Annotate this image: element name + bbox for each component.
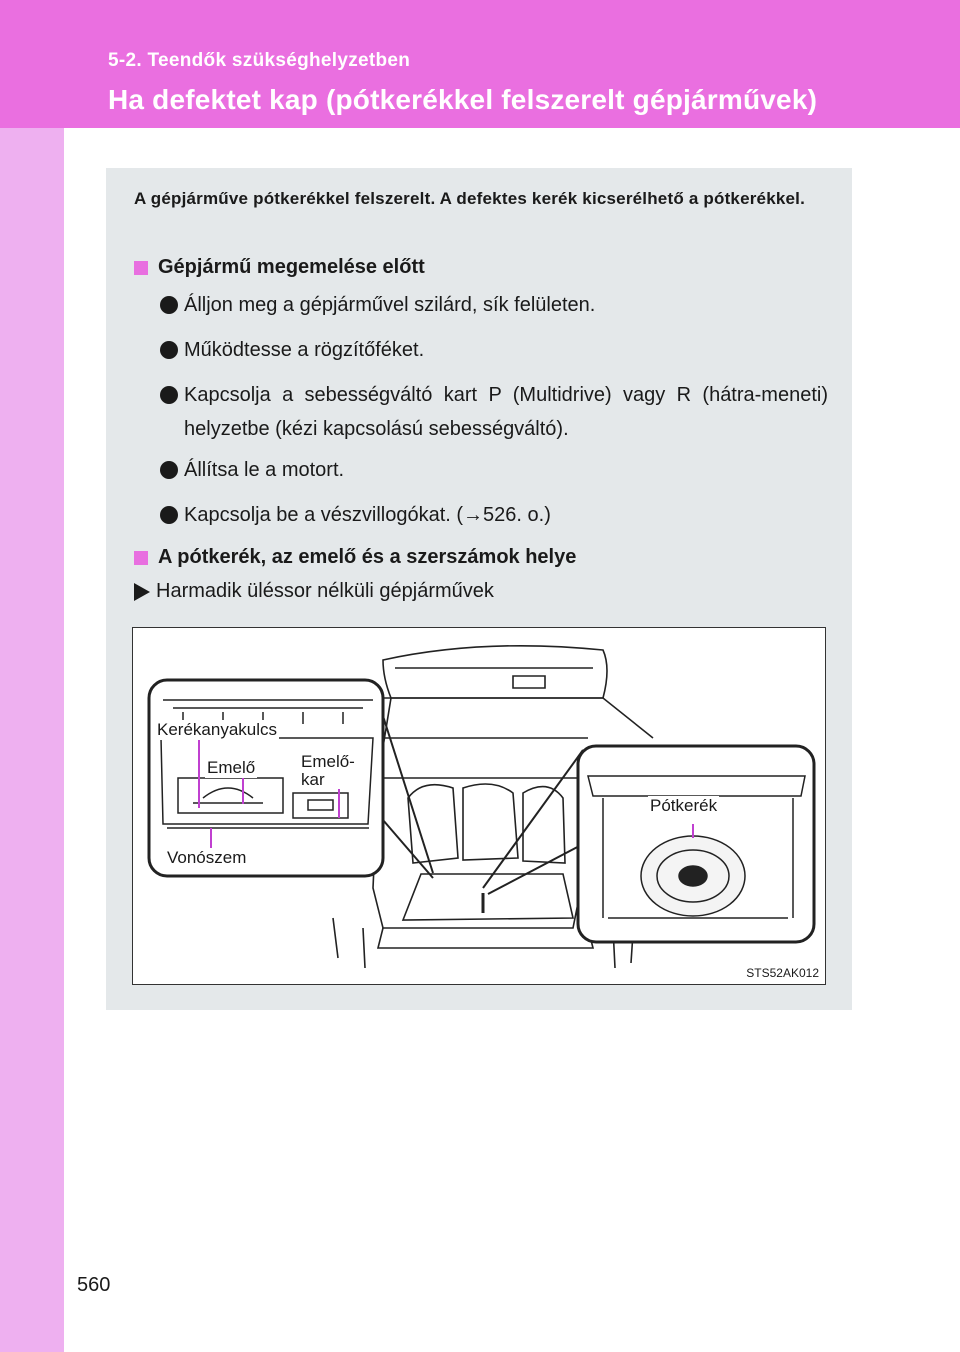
page-number: 560 [77, 1274, 111, 1296]
bullet-icon [160, 296, 178, 314]
bullet-icon [160, 341, 178, 359]
list-item: Kapcsolja a sebességváltó kart P (Multidrive) vagy R (hátra-meneti) helyzetbe (kézi kapcsolású sebességváltó). [160, 378, 828, 446]
label-spare-tire: Pótkerék [650, 796, 718, 815]
list-item: Kapcsolja be a vészvillogókat. (→526. o.) [160, 498, 828, 532]
bullet-icon [160, 506, 178, 524]
subheading-before-lifting [134, 256, 425, 279]
figure-code: STS52AK012 [746, 966, 819, 980]
list-item: Állítsa le a motort. [160, 453, 828, 487]
page-title: Ha defektet kap (pótkerékkel felszerelt gépjárművek) [108, 84, 818, 115]
label-jack-handle: Emelő- kar [301, 752, 355, 789]
vehicle-type-text: Harmadik üléssor nélküli gépjárművek [156, 580, 494, 602]
subheading-spare-location [134, 546, 576, 569]
label-tow-eye: Vonószem [167, 848, 247, 867]
trunk-drawing [133, 628, 827, 986]
section-label: 5-2. Teendők szükséghelyzetben [108, 50, 411, 71]
subheading-text: A pótkerék, az emelő és a szerszámok helye [158, 546, 577, 568]
list-item: Álljon meg a gépjárművel szilárd, sík felületen. [160, 288, 828, 322]
side-tab [0, 128, 64, 1352]
bullet-icon [160, 461, 178, 479]
page-header [0, 0, 960, 128]
triangle-arrow-icon [134, 583, 150, 601]
list-item: Működtesse a rögzítőféket. [160, 333, 828, 367]
trunk-illustration [132, 627, 826, 985]
subheading-text: Gépjármű megemelése előtt [158, 256, 425, 278]
intro-text: A gépjárműve pótkerékkel felszerelt. A defektes kerék kicserélhető a pótkerékkel. [134, 189, 806, 208]
label-jack: Emelő [207, 758, 256, 777]
bullet-icon [160, 386, 178, 404]
label-wheel-wrench: Kerékanyakulcs [157, 720, 278, 739]
square-bullet-icon [134, 261, 148, 275]
square-bullet-icon [134, 551, 148, 565]
vehicle-type-line [134, 580, 494, 603]
